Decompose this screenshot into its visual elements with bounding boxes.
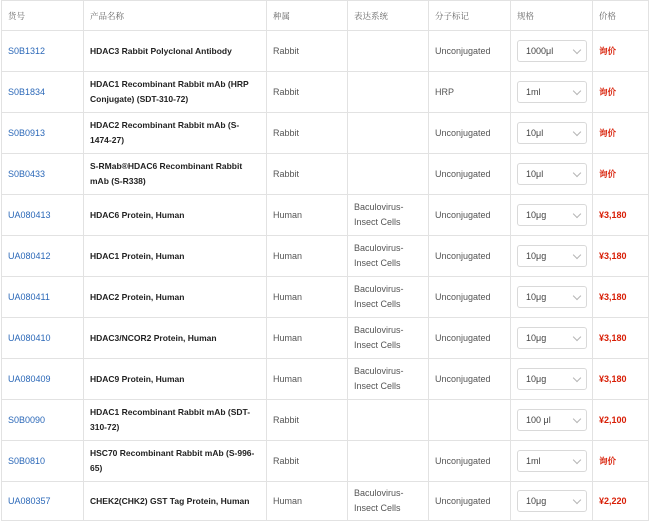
product-cell bbox=[84, 72, 267, 113]
table-row bbox=[2, 441, 649, 482]
product-name: HDAC6 Protein, Human bbox=[90, 209, 185, 220]
catalog-link[interactable]: UA080412 bbox=[8, 251, 51, 261]
spec-select[interactable] bbox=[517, 204, 587, 226]
spec-select[interactable] bbox=[517, 286, 587, 308]
product-name: HDAC3 Rabbit Polyclonal Antibody bbox=[90, 45, 232, 56]
chevron-down-icon bbox=[573, 45, 581, 53]
expression-value: Baculovirus-Insect Cells bbox=[354, 284, 404, 309]
price-value: ¥2,220 bbox=[599, 496, 627, 506]
spec-selected-value: 10μg bbox=[526, 210, 547, 220]
label-cell bbox=[429, 195, 511, 236]
catalog-cell bbox=[2, 359, 84, 400]
product-name: HSC70 Recombinant Rabbit mAb (S-996-65) bbox=[90, 448, 255, 473]
table-row bbox=[2, 154, 649, 195]
spec-select[interactable] bbox=[517, 245, 587, 267]
label-value: Unconjugated bbox=[435, 45, 491, 56]
expression-cell bbox=[348, 236, 429, 277]
species-value: Human bbox=[273, 291, 303, 302]
catalog-cell bbox=[2, 482, 84, 521]
species-cell bbox=[267, 195, 348, 236]
spec-select[interactable] bbox=[517, 450, 587, 472]
spec-cell bbox=[511, 31, 593, 72]
header-expression: 表达系统 bbox=[348, 1, 429, 31]
spec-select[interactable] bbox=[517, 122, 587, 144]
species-value: Human bbox=[273, 332, 303, 343]
spec-selected-value: 10μl bbox=[526, 169, 544, 179]
catalog-cell bbox=[2, 31, 84, 72]
catalog-link[interactable]: S0B1312 bbox=[8, 46, 46, 56]
catalog-cell bbox=[2, 113, 84, 154]
species-cell bbox=[267, 482, 348, 521]
catalog-cell bbox=[2, 400, 84, 441]
price-cell bbox=[593, 441, 649, 482]
label-cell bbox=[429, 359, 511, 400]
label-cell bbox=[429, 318, 511, 359]
species-value: Human bbox=[273, 209, 303, 220]
chevron-down-icon bbox=[573, 250, 581, 258]
price-cell bbox=[593, 482, 649, 521]
price-value: ¥3,180 bbox=[599, 251, 627, 261]
price-value: ¥3,180 bbox=[599, 333, 627, 343]
spec-cell bbox=[511, 441, 593, 482]
chevron-down-icon bbox=[573, 168, 581, 176]
species-value: Rabbit bbox=[273, 168, 300, 179]
table-row bbox=[2, 400, 649, 441]
spec-select[interactable] bbox=[517, 40, 587, 62]
catalog-cell bbox=[2, 154, 84, 195]
species-value: Rabbit bbox=[273, 455, 300, 466]
label-value: Unconjugated bbox=[435, 127, 491, 138]
catalog-cell bbox=[2, 72, 84, 113]
product-name: HDAC2 Protein, Human bbox=[90, 291, 185, 302]
header-product: 产品名称 bbox=[84, 1, 267, 31]
product-cell bbox=[84, 359, 267, 400]
price-cell bbox=[593, 72, 649, 113]
species-cell bbox=[267, 236, 348, 277]
label-cell bbox=[429, 441, 511, 482]
spec-cell bbox=[511, 113, 593, 154]
expression-cell bbox=[348, 113, 429, 154]
expression-value: Baculovirus-Insect Cells bbox=[354, 488, 404, 513]
expression-cell bbox=[348, 318, 429, 359]
expression-value: Baculovirus-Insect Cells bbox=[354, 243, 404, 268]
species-cell bbox=[267, 400, 348, 441]
species-cell bbox=[267, 31, 348, 72]
table-row bbox=[2, 277, 649, 318]
label-value: Unconjugated bbox=[435, 209, 491, 220]
price-value: ¥3,180 bbox=[599, 374, 627, 384]
label-cell bbox=[429, 277, 511, 318]
product-name: CHEK2(CHK2) GST Tag Protein, Human bbox=[90, 495, 250, 506]
species-value: Human bbox=[273, 373, 303, 384]
price-value: ¥2,100 bbox=[599, 415, 627, 425]
price-value: ¥3,180 bbox=[599, 210, 627, 220]
spec-cell bbox=[511, 236, 593, 277]
price-cell bbox=[593, 154, 649, 195]
price-cell bbox=[593, 236, 649, 277]
species-cell bbox=[267, 72, 348, 113]
spec-cell bbox=[511, 359, 593, 400]
product-cell bbox=[84, 154, 267, 195]
product-name: S-RMab®HDAC6 Recombinant Rabbit mAb (S-R338) bbox=[90, 161, 243, 186]
chevron-down-icon bbox=[573, 86, 581, 94]
chevron-down-icon bbox=[573, 291, 581, 299]
label-cell bbox=[429, 113, 511, 154]
species-cell bbox=[267, 277, 348, 318]
expression-cell bbox=[348, 400, 429, 441]
spec-selected-value: 10μg bbox=[526, 333, 547, 343]
spec-selected-value: 10μl bbox=[526, 128, 544, 138]
catalog-cell bbox=[2, 277, 84, 318]
spec-cell bbox=[511, 400, 593, 441]
product-table bbox=[1, 0, 649, 521]
product-cell bbox=[84, 113, 267, 154]
product-cell bbox=[84, 482, 267, 521]
label-value: Unconjugated bbox=[435, 373, 491, 384]
spec-select[interactable] bbox=[517, 81, 587, 103]
spec-selected-value: 10μg bbox=[526, 374, 547, 384]
species-cell bbox=[267, 359, 348, 400]
product-cell bbox=[84, 31, 267, 72]
label-value: Unconjugated bbox=[435, 455, 491, 466]
catalog-link[interactable]: UA080413 bbox=[8, 210, 51, 220]
spec-selected-value: 1ml bbox=[526, 87, 541, 97]
product-name: HDAC1 Recombinant Rabbit mAb (SDT-310-72) bbox=[90, 407, 251, 432]
label-value: Unconjugated bbox=[435, 332, 491, 343]
spec-cell bbox=[511, 195, 593, 236]
label-value: Unconjugated bbox=[435, 250, 491, 261]
expression-value: Baculovirus-Insect Cells bbox=[354, 366, 404, 391]
spec-selected-value: 10μg bbox=[526, 496, 547, 506]
label-value: Unconjugated bbox=[435, 291, 491, 302]
spec-selected-value: 100 μl bbox=[526, 415, 551, 425]
header-price: 价格 bbox=[593, 1, 649, 31]
price-cell bbox=[593, 277, 649, 318]
product-cell bbox=[84, 195, 267, 236]
species-value: Human bbox=[273, 250, 303, 261]
inquire-link[interactable]: 询价 bbox=[599, 456, 617, 466]
species-value: Human bbox=[273, 495, 303, 506]
label-cell bbox=[429, 31, 511, 72]
product-name: HDAC9 Protein, Human bbox=[90, 373, 185, 384]
catalog-link[interactable]: UA080410 bbox=[8, 333, 51, 343]
expression-value: Baculovirus-Insect Cells bbox=[354, 325, 404, 350]
price-cell bbox=[593, 400, 649, 441]
spec-selected-value: 1ml bbox=[526, 456, 541, 466]
spec-select[interactable] bbox=[517, 327, 587, 349]
expression-cell bbox=[348, 31, 429, 72]
chevron-down-icon bbox=[573, 332, 581, 340]
catalog-link[interactable]: S0B0810 bbox=[8, 456, 46, 466]
price-cell bbox=[593, 359, 649, 400]
catalog-cell bbox=[2, 441, 84, 482]
product-name: HDAC3/NCOR2 Protein, Human bbox=[90, 332, 217, 343]
chevron-down-icon bbox=[573, 373, 581, 381]
product-cell bbox=[84, 441, 267, 482]
price-cell bbox=[593, 31, 649, 72]
species-cell bbox=[267, 154, 348, 195]
expression-cell bbox=[348, 441, 429, 482]
spec-cell bbox=[511, 277, 593, 318]
price-value: ¥3,180 bbox=[599, 292, 627, 302]
header-spec: 规格 bbox=[511, 1, 593, 31]
spec-select[interactable] bbox=[517, 163, 587, 185]
spec-select[interactable] bbox=[517, 409, 587, 431]
chevron-down-icon bbox=[573, 455, 581, 463]
table-row bbox=[2, 113, 649, 154]
product-cell bbox=[84, 318, 267, 359]
product-name: HDAC1 Recombinant Rabbit mAb (HRP Conjugate) (SDT-310-72) bbox=[90, 79, 249, 104]
label-cell bbox=[429, 236, 511, 277]
spec-cell bbox=[511, 318, 593, 359]
table-row bbox=[2, 31, 649, 72]
spec-selected-value: 10μg bbox=[526, 292, 547, 302]
catalog-link[interactable]: UA080409 bbox=[8, 374, 51, 384]
expression-cell bbox=[348, 277, 429, 318]
product-cell bbox=[84, 400, 267, 441]
table-row bbox=[2, 482, 649, 521]
label-cell bbox=[429, 482, 511, 521]
product-name: HDAC1 Protein, Human bbox=[90, 250, 185, 261]
catalog-link[interactable]: S0B0913 bbox=[8, 128, 46, 138]
catalog-link[interactable]: UA080357 bbox=[8, 496, 51, 506]
inquire-link[interactable]: 询价 bbox=[599, 169, 617, 179]
table-row bbox=[2, 72, 649, 113]
species-cell bbox=[267, 318, 348, 359]
table-header bbox=[2, 1, 649, 31]
header-species: 种属 bbox=[267, 1, 348, 31]
catalog-cell bbox=[2, 318, 84, 359]
chevron-down-icon bbox=[573, 209, 581, 217]
catalog-link[interactable]: UA080411 bbox=[8, 292, 50, 302]
catalog-link[interactable]: S0B0433 bbox=[8, 169, 46, 179]
catalog-link[interactable]: S0B0090 bbox=[8, 415, 46, 425]
expression-cell bbox=[348, 72, 429, 113]
inquire-link[interactable]: 询价 bbox=[599, 87, 617, 97]
spec-cell bbox=[511, 482, 593, 521]
expression-cell bbox=[348, 154, 429, 195]
species-value: Rabbit bbox=[273, 86, 300, 97]
chevron-down-icon bbox=[573, 414, 581, 422]
spec-cell bbox=[511, 154, 593, 195]
table-row bbox=[2, 359, 649, 400]
label-cell bbox=[429, 72, 511, 113]
price-cell bbox=[593, 195, 649, 236]
species-value: Rabbit bbox=[273, 414, 300, 425]
spec-cell bbox=[511, 72, 593, 113]
catalog-link[interactable]: S0B1834 bbox=[8, 87, 46, 97]
table-row bbox=[2, 236, 649, 277]
expression-cell bbox=[348, 359, 429, 400]
expression-cell bbox=[348, 195, 429, 236]
table-row bbox=[2, 195, 649, 236]
label-cell bbox=[429, 400, 511, 441]
label-value: Unconjugated bbox=[435, 495, 491, 506]
spec-select[interactable] bbox=[517, 368, 587, 390]
label-value: HRP bbox=[435, 86, 455, 97]
table-row bbox=[2, 318, 649, 359]
chevron-down-icon bbox=[573, 127, 581, 135]
spec-selected-value: 10μg bbox=[526, 251, 547, 261]
inquire-link[interactable]: 询价 bbox=[599, 46, 617, 56]
header-catalog: 货号 bbox=[2, 1, 84, 31]
spec-selected-value: 1000μl bbox=[526, 46, 554, 56]
label-value: Unconjugated bbox=[435, 168, 491, 179]
species-value: Rabbit bbox=[273, 127, 300, 138]
chevron-down-icon bbox=[573, 495, 581, 503]
label-cell bbox=[429, 154, 511, 195]
product-cell bbox=[84, 236, 267, 277]
species-value: Rabbit bbox=[273, 45, 300, 56]
product-name: HDAC2 Recombinant Rabbit mAb (S-1474-27) bbox=[90, 120, 240, 145]
product-cell bbox=[84, 277, 267, 318]
catalog-cell bbox=[2, 195, 84, 236]
species-cell bbox=[267, 441, 348, 482]
catalog-cell bbox=[2, 236, 84, 277]
header-label: 分子标记 bbox=[429, 1, 511, 31]
species-cell bbox=[267, 113, 348, 154]
spec-select[interactable] bbox=[517, 490, 587, 512]
price-cell bbox=[593, 113, 649, 154]
price-cell bbox=[593, 318, 649, 359]
inquire-link[interactable]: 询价 bbox=[599, 128, 617, 138]
expression-cell bbox=[348, 482, 429, 521]
expression-value: Baculovirus-Insect Cells bbox=[354, 202, 404, 227]
